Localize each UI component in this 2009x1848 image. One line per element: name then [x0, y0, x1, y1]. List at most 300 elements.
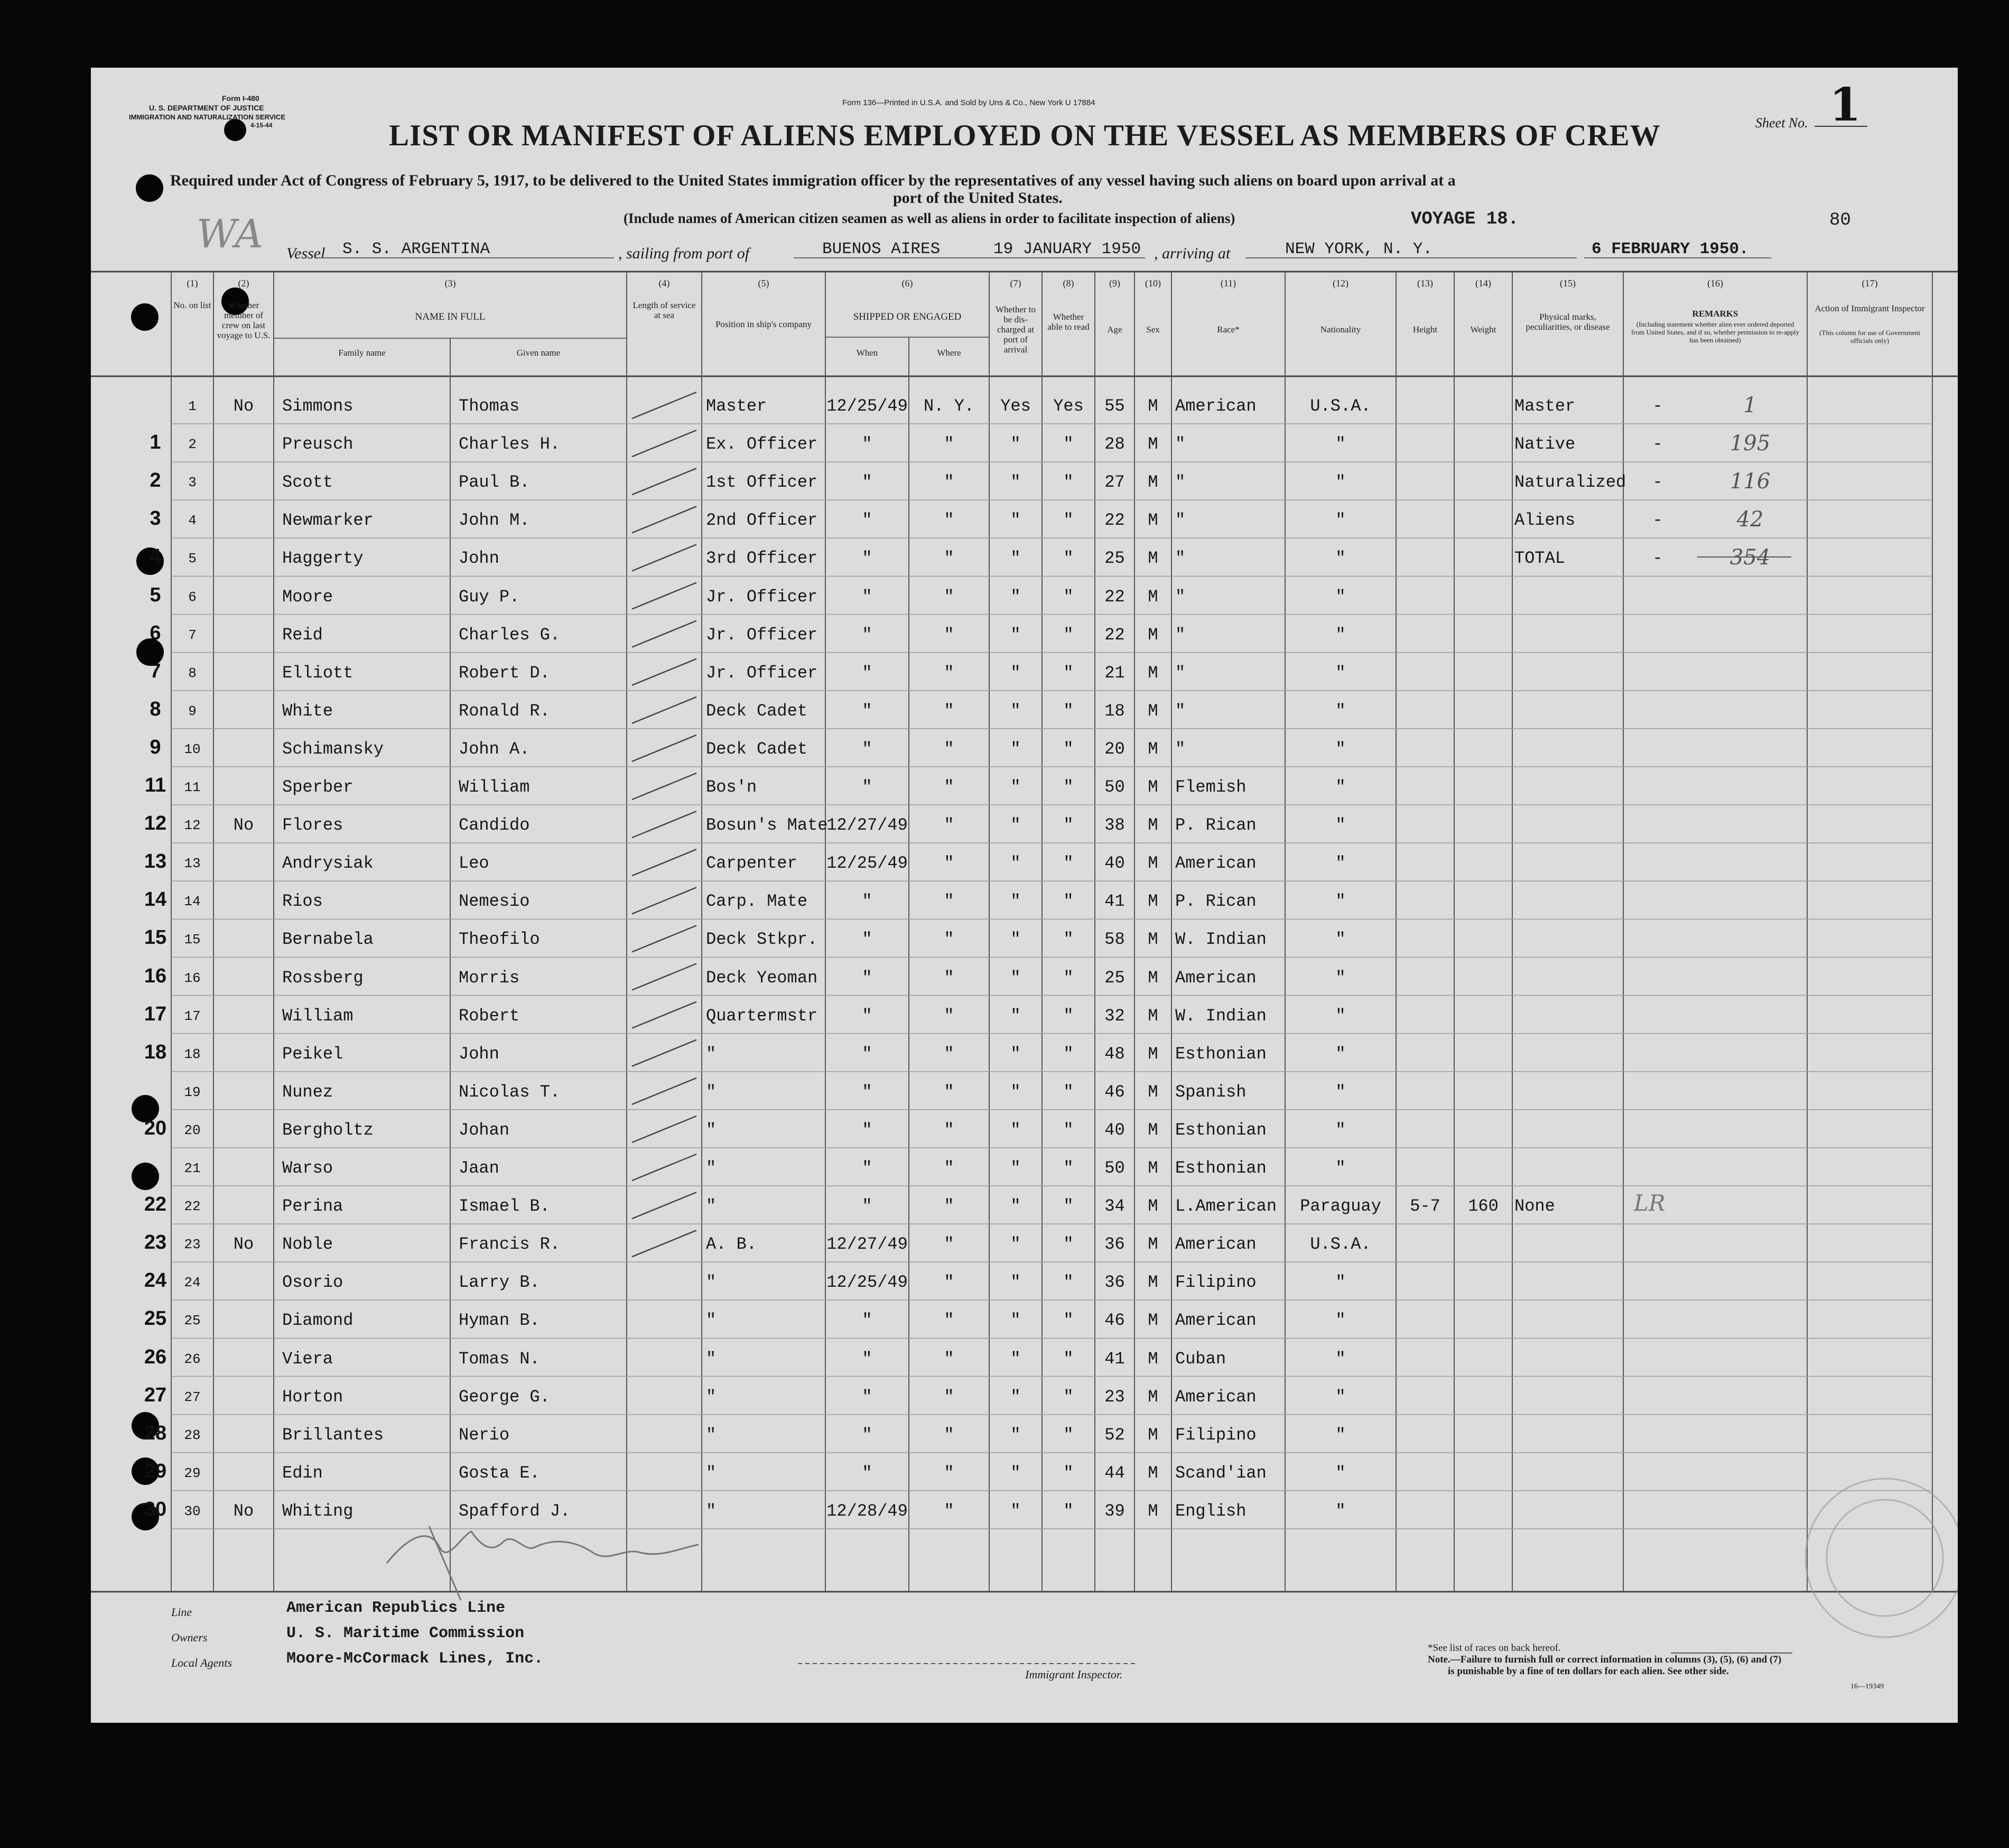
cell-disch: "	[1010, 1349, 1021, 1369]
cell-given: Leo	[459, 853, 489, 874]
cell-when: "	[862, 1311, 872, 1331]
cell-when: 12/27/49	[826, 815, 908, 835]
cell-marks: TOTAL	[1514, 549, 1566, 569]
cell-when: "	[862, 587, 872, 607]
cell-nat: "	[1335, 1311, 1346, 1331]
cell-where: "	[944, 892, 954, 912]
cell-disch: "	[1010, 625, 1021, 645]
cell-age: 50	[1104, 777, 1125, 797]
cell-sex: M	[1148, 625, 1158, 645]
service-slash	[632, 1192, 696, 1219]
cell-disch: "	[1010, 510, 1021, 531]
cell-nat: "	[1335, 1387, 1346, 1407]
cell-read: "	[1063, 930, 1074, 950]
row-margin-number: 15	[144, 926, 167, 949]
cell-last: No	[233, 1234, 254, 1255]
cell-position: "	[706, 1501, 717, 1521]
cell-when: "	[862, 549, 872, 569]
cell-age: 55	[1104, 396, 1125, 416]
row-margin-number: 18	[144, 1041, 167, 1063]
cell-where: "	[944, 434, 954, 454]
col-5-header: Position in ship's company	[715, 319, 812, 329]
row-margin-number: 24	[144, 1269, 167, 1292]
cell-position: Deck Yeoman	[706, 968, 818, 988]
cell-when: "	[862, 1006, 872, 1026]
cell-nat: "	[1335, 1120, 1346, 1140]
service-slash	[632, 849, 696, 876]
row-margin-number: 30	[144, 1498, 167, 1520]
cell-read: "	[1063, 1387, 1074, 1407]
cell-age: 22	[1104, 625, 1125, 645]
cell-last: No	[233, 815, 254, 835]
cell-given: Robert	[459, 1006, 520, 1026]
cell-disch: "	[1010, 815, 1021, 835]
cell-remarks: LR	[1634, 1190, 1666, 1216]
cell-family: Bernabela	[282, 930, 374, 950]
cell-sex: M	[1148, 1082, 1158, 1102]
cell-given: Nerio	[459, 1425, 510, 1445]
cell-no: 3	[188, 475, 197, 491]
cell-marks: None	[1514, 1196, 1555, 1216]
service-slash	[632, 811, 696, 838]
cell-where: N. Y.	[923, 396, 974, 416]
cell-nat: Paraguay	[1300, 1196, 1381, 1216]
cell-position: Deck Cadet	[706, 739, 808, 759]
col-6-number: (6)	[901, 278, 913, 289]
inspection-stamp	[1806, 1479, 1958, 1637]
cell-position: "	[706, 1158, 717, 1178]
cell-remarks: -	[1652, 434, 1663, 454]
service-slash	[632, 621, 696, 647]
cell-family: Perina	[282, 1196, 343, 1216]
cell-no: 8	[188, 665, 197, 681]
cell-given: Nemesio	[459, 892, 530, 912]
agents-label: Local Agents	[171, 1656, 232, 1669]
cell-disch: "	[1010, 434, 1021, 454]
cell-nat: "	[1335, 930, 1346, 950]
cell-race: W. Indian	[1175, 930, 1267, 950]
cell-position: "	[706, 1082, 717, 1102]
col-1-number: (1)	[187, 278, 198, 289]
cell-where: "	[944, 1120, 954, 1140]
cell-race: "	[1175, 510, 1186, 531]
form-number: Form I-480	[222, 94, 259, 103]
cell-where: "	[944, 1349, 954, 1369]
cell-last: No	[233, 1501, 254, 1521]
cell-age: 48	[1104, 1044, 1125, 1064]
service-name: IMMIGRATION AND NATURALIZATION SERVICE	[129, 113, 286, 121]
cell-given: John	[459, 1044, 499, 1064]
col-12-number: (12)	[1333, 278, 1348, 289]
col-14-number: (14)	[1475, 278, 1491, 289]
cell-where: "	[944, 1196, 954, 1216]
cell-weight: 160	[1468, 1196, 1499, 1216]
cell-given: Francis R.	[459, 1234, 561, 1255]
cell-family: Osorio	[282, 1273, 343, 1293]
cell-remarks: -	[1652, 549, 1663, 569]
include-note: (Include names of American citizen seamen as well as aliens in order to facilitate inspection of aliens)	[624, 210, 1235, 226]
cell-given: John A.	[459, 739, 530, 759]
cell-disch: "	[1010, 1006, 1021, 1026]
col-17-number: (17)	[1862, 278, 1878, 289]
cell-given: Tomas N.	[459, 1349, 540, 1369]
cell-when: "	[862, 968, 872, 988]
cell-count: 1	[1743, 393, 1757, 417]
row-margin-number: 8	[150, 698, 161, 720]
col-8-header: Whether able to read	[1047, 312, 1090, 332]
cell-position: "	[706, 1311, 717, 1331]
row-margin-number: 29	[144, 1460, 167, 1482]
col-11-number: (11)	[1220, 278, 1236, 289]
cell-where: "	[944, 701, 954, 721]
form-edition: 4-15-44	[250, 122, 273, 129]
row-margin-number: 26	[144, 1345, 167, 1368]
cell-family: Diamond	[282, 1311, 354, 1331]
cell-no: 14	[184, 894, 201, 910]
col-13-number: (13)	[1417, 278, 1433, 289]
cell-race: "	[1175, 587, 1186, 607]
cell-sex: M	[1148, 549, 1158, 569]
row-margin-number: 16	[144, 964, 167, 987]
form-code: 16—19349	[1850, 1683, 1884, 1691]
cell-age: 58	[1104, 930, 1125, 950]
cell-position: Carp. Mate	[706, 892, 808, 912]
cell-where: "	[944, 815, 954, 835]
manifest-sheet	[91, 68, 1958, 1723]
col-4-number: (4)	[658, 278, 670, 289]
cell-family: Scott	[282, 472, 333, 493]
col-10-header: Sex	[1146, 324, 1160, 335]
cell-when: "	[862, 1082, 872, 1102]
cell-age: 40	[1104, 853, 1125, 874]
vessel-label: Vessel	[286, 245, 325, 262]
cell-family: Brillantes	[282, 1425, 384, 1445]
cell-no: 21	[184, 1160, 201, 1176]
cell-nat: "	[1335, 472, 1346, 493]
col-11-header: Race*	[1217, 324, 1240, 335]
given-name-header: Given name	[516, 348, 561, 358]
cell-marks: Naturalized	[1514, 472, 1626, 493]
cell-height: 5-7	[1410, 1196, 1440, 1216]
cell-position: "	[706, 1387, 717, 1407]
service-slash	[632, 544, 696, 571]
cell-race: P. Rican	[1175, 815, 1257, 835]
cell-no: 26	[184, 1351, 201, 1367]
service-slash	[632, 1116, 696, 1143]
cell-given: Johan	[459, 1120, 510, 1140]
cell-age: 41	[1104, 892, 1125, 912]
cell-family: Nunez	[282, 1082, 333, 1102]
cell-read: "	[1063, 815, 1074, 835]
cell-age: 18	[1104, 701, 1125, 721]
cell-no: 28	[184, 1427, 201, 1443]
cell-race: American	[1175, 1311, 1257, 1331]
cell-when: "	[862, 1425, 872, 1445]
service-slash	[632, 659, 696, 685]
cell-sex: M	[1148, 510, 1158, 531]
cell-where: "	[944, 1463, 954, 1483]
cell-read: "	[1063, 1463, 1074, 1483]
cell-sex: M	[1148, 1501, 1158, 1521]
cell-family: Preusch	[282, 434, 354, 454]
cell-remarks: -	[1652, 396, 1663, 416]
cell-when: "	[862, 1120, 872, 1140]
cell-read: "	[1063, 701, 1074, 721]
cell-when: "	[862, 472, 872, 493]
cell-family: Schimansky	[282, 739, 384, 759]
cell-count: 195	[1729, 431, 1771, 456]
cell-given: Candido	[459, 815, 530, 835]
cell-nat: U.S.A.	[1310, 1234, 1371, 1255]
cell-age: 38	[1104, 815, 1125, 835]
cell-age: 27	[1104, 472, 1125, 493]
cell-nat: "	[1335, 1349, 1346, 1369]
cell-nat: "	[1335, 853, 1346, 874]
cell-race: Esthonian	[1175, 1158, 1267, 1178]
signature	[387, 1526, 699, 1600]
col-6-header: SHIPPED OR ENGAGED	[853, 311, 962, 322]
arrive-date: 6 FEBRUARY 1950.	[1592, 240, 1749, 258]
col-17-subheader: (This column for use of Government officials only)	[1819, 329, 1920, 345]
cell-age: 20	[1104, 739, 1125, 759]
cell-sex: M	[1148, 1425, 1158, 1445]
cell-nat: "	[1335, 739, 1346, 759]
sheet-number: 1	[1829, 78, 1861, 132]
owners-label: Owners	[171, 1631, 208, 1644]
service-slash	[632, 887, 696, 914]
cell-remarks: -	[1652, 472, 1663, 493]
family-name-header: Family name	[338, 348, 386, 358]
cell-no: 15	[184, 932, 201, 948]
cell-position: "	[706, 1120, 717, 1140]
cell-family: Whiting	[282, 1501, 354, 1521]
cell-read: "	[1063, 472, 1074, 493]
cell-age: 25	[1104, 968, 1125, 988]
cell-no: 19	[184, 1084, 201, 1100]
cell-disch: "	[1010, 777, 1021, 797]
col-2-header: Whether member of crew on last voyage to U.S.	[217, 300, 271, 340]
cell-given: Robert D.	[459, 663, 550, 683]
cell-sex: M	[1148, 739, 1158, 759]
service-slash	[632, 1154, 696, 1181]
arriving-label: , arriving at	[1154, 245, 1231, 262]
cell-race: Esthonian	[1175, 1120, 1267, 1140]
cell-disch: "	[1010, 1425, 1021, 1445]
col-4-header: Length of service at sea	[633, 300, 696, 320]
cell-race: "	[1175, 549, 1186, 569]
col-7-header: Whether to be dis-charged at port of arrival	[996, 304, 1036, 355]
cell-age: 21	[1104, 663, 1125, 683]
cell-race: American	[1175, 1387, 1257, 1407]
cell-family: Elliott	[282, 663, 354, 683]
cell-race: "	[1175, 625, 1186, 645]
cell-position: "	[706, 1349, 717, 1369]
cell-nat: U.S.A.	[1310, 396, 1371, 416]
cell-disch: "	[1010, 1387, 1021, 1407]
cell-given: Charles H.	[459, 434, 561, 454]
cell-disch: "	[1010, 739, 1021, 759]
cell-nat: "	[1335, 587, 1346, 607]
fine-note-1: Note.—Failure to furnish full or correct information in columns (3), (5), (6) and (7)	[1428, 1654, 1782, 1665]
cell-disch: "	[1010, 1311, 1021, 1331]
cell-disch: "	[1010, 472, 1021, 493]
cell-no: 18	[184, 1046, 201, 1062]
cell-read: "	[1063, 1120, 1074, 1140]
cell-where: "	[944, 739, 954, 759]
cell-where: "	[944, 663, 954, 683]
cell-nat: "	[1335, 701, 1346, 721]
cell-disch: "	[1010, 1158, 1021, 1178]
cell-marks: Native	[1514, 434, 1576, 454]
cell-read: "	[1063, 1501, 1074, 1521]
cell-race: "	[1175, 472, 1186, 493]
cell-family: Andrysiak	[282, 853, 374, 874]
row-margin-number: 23	[144, 1231, 167, 1254]
cell-when: "	[862, 625, 872, 645]
cell-no: 6	[188, 589, 197, 605]
col-14-header: Weight	[1470, 324, 1496, 335]
cell-position: 2nd Officer	[706, 510, 818, 531]
row-margin-number: 2	[150, 469, 161, 492]
cell-read: "	[1063, 434, 1074, 454]
cell-no: 22	[184, 1199, 201, 1215]
port-from: BUENOS AIRES	[822, 240, 941, 258]
cell-nat: "	[1335, 549, 1346, 569]
cell-count: 42	[1736, 507, 1764, 532]
cell-read: "	[1063, 625, 1074, 645]
cell-given: John M.	[459, 510, 530, 531]
cell-position: Jr. Officer	[706, 663, 818, 683]
cell-where: "	[944, 1044, 954, 1064]
cell-race: American	[1175, 396, 1257, 416]
cell-read: Yes	[1053, 396, 1084, 416]
cell-position: "	[706, 1425, 717, 1445]
service-slash	[632, 468, 696, 495]
row-margin-number: 11	[144, 774, 166, 796]
cell-sex: M	[1148, 1006, 1158, 1026]
col-17-header: Action of Immigrant Inspector	[1815, 303, 1925, 313]
cell-sex: M	[1148, 968, 1158, 988]
cell-disch: "	[1010, 1196, 1021, 1216]
cell-disch: "	[1010, 1234, 1021, 1255]
service-slash	[632, 773, 696, 800]
cell-position: A. B.	[706, 1234, 757, 1255]
cell-given: Jaan	[459, 1158, 499, 1178]
row-margin-number: 3	[150, 507, 161, 530]
cell-where: "	[944, 930, 954, 950]
cell-given: Ronald R.	[459, 701, 550, 721]
cell-when: "	[862, 739, 872, 759]
cell-family: William	[282, 1006, 354, 1026]
cell-no: 27	[184, 1389, 201, 1405]
cell-read: "	[1063, 549, 1074, 569]
cell-family: Simmons	[282, 396, 354, 416]
cell-nat: "	[1335, 968, 1346, 988]
cell-where: "	[944, 1425, 954, 1445]
cell-read: "	[1063, 1196, 1074, 1216]
cell-age: 23	[1104, 1387, 1125, 1407]
cell-position: "	[706, 1044, 717, 1064]
cell-given: Morris	[459, 968, 520, 988]
col-5-number: (5)	[758, 278, 769, 289]
cell-disch: "	[1010, 892, 1021, 912]
cell-sex: M	[1148, 1349, 1158, 1369]
service-slash	[632, 1078, 696, 1104]
cell-when: "	[862, 510, 872, 531]
cell-disch: "	[1010, 1501, 1021, 1521]
cell-nat: "	[1335, 510, 1346, 531]
cell-given: Hyman B.	[459, 1311, 540, 1331]
row-margin-number: 13	[144, 850, 167, 873]
cell-disch: "	[1010, 663, 1021, 683]
cell-age: 46	[1104, 1082, 1125, 1102]
inspector-label: Immigrant Inspector.	[1025, 1668, 1123, 1681]
line-label: Line	[171, 1605, 192, 1619]
cell-disch: "	[1010, 1082, 1021, 1102]
owners-value: U. S. Maritime Commission	[286, 1624, 525, 1642]
col-1-header: No. on list	[173, 300, 211, 310]
col-16-subheader: (Including statement whether alien ever ordered deported from United States, and if so, whether permission to re-apply has been obtained)	[1631, 320, 1800, 344]
cell-race: English	[1175, 1501, 1247, 1521]
row-margin-number: 28	[144, 1422, 167, 1444]
cell-where: "	[944, 472, 954, 493]
cell-disch: "	[1010, 968, 1021, 988]
cell-no: 13	[184, 856, 201, 872]
cell-no: 7	[188, 627, 197, 643]
cell-no: 1	[188, 398, 197, 414]
cell-when: 12/28/49	[826, 1501, 908, 1521]
cell-read: "	[1063, 1425, 1074, 1445]
cell-when: 12/25/49	[826, 396, 908, 416]
cell-nat: "	[1335, 1006, 1346, 1026]
cell-family: Viera	[282, 1349, 333, 1369]
cell-when: 12/27/49	[826, 1234, 908, 1255]
row-margin-number: 27	[144, 1383, 167, 1406]
cell-race: "	[1175, 701, 1186, 721]
cell-sex: M	[1148, 930, 1158, 950]
cell-read: "	[1063, 1273, 1074, 1293]
cell-given: Charles G.	[459, 625, 561, 645]
cell-read: "	[1063, 1234, 1074, 1255]
cell-race: Filipino	[1175, 1425, 1257, 1445]
when-header: When	[856, 348, 878, 358]
cell-when: "	[862, 1349, 872, 1369]
col-9-header: Age	[1107, 324, 1122, 335]
cell-race: Esthonian	[1175, 1044, 1267, 1064]
sailing-label: , sailing from port of	[618, 245, 750, 262]
cell-when: "	[862, 1463, 872, 1483]
cell-nat: "	[1335, 663, 1346, 683]
cell-sex: M	[1148, 853, 1158, 874]
cell-family: Moore	[282, 587, 333, 607]
cell-sex: M	[1148, 1234, 1158, 1255]
cell-age: 36	[1104, 1273, 1125, 1293]
cell-race: P. Rican	[1175, 892, 1257, 912]
cell-sex: M	[1148, 472, 1158, 493]
cell-given: Spafford J.	[459, 1501, 571, 1521]
cell-when: "	[862, 777, 872, 797]
cell-no: 10	[184, 741, 201, 757]
cell-nat: "	[1335, 434, 1346, 454]
service-slash	[632, 506, 696, 533]
row-margin-number: 1	[150, 431, 161, 454]
cell-disch: "	[1010, 1044, 1021, 1064]
cell-given: Thomas	[459, 396, 520, 416]
cell-sex: M	[1148, 815, 1158, 835]
cell-position: Master	[706, 396, 767, 416]
cell-position: Quartermstr	[706, 1006, 818, 1026]
cell-race: Cuban	[1175, 1349, 1226, 1369]
